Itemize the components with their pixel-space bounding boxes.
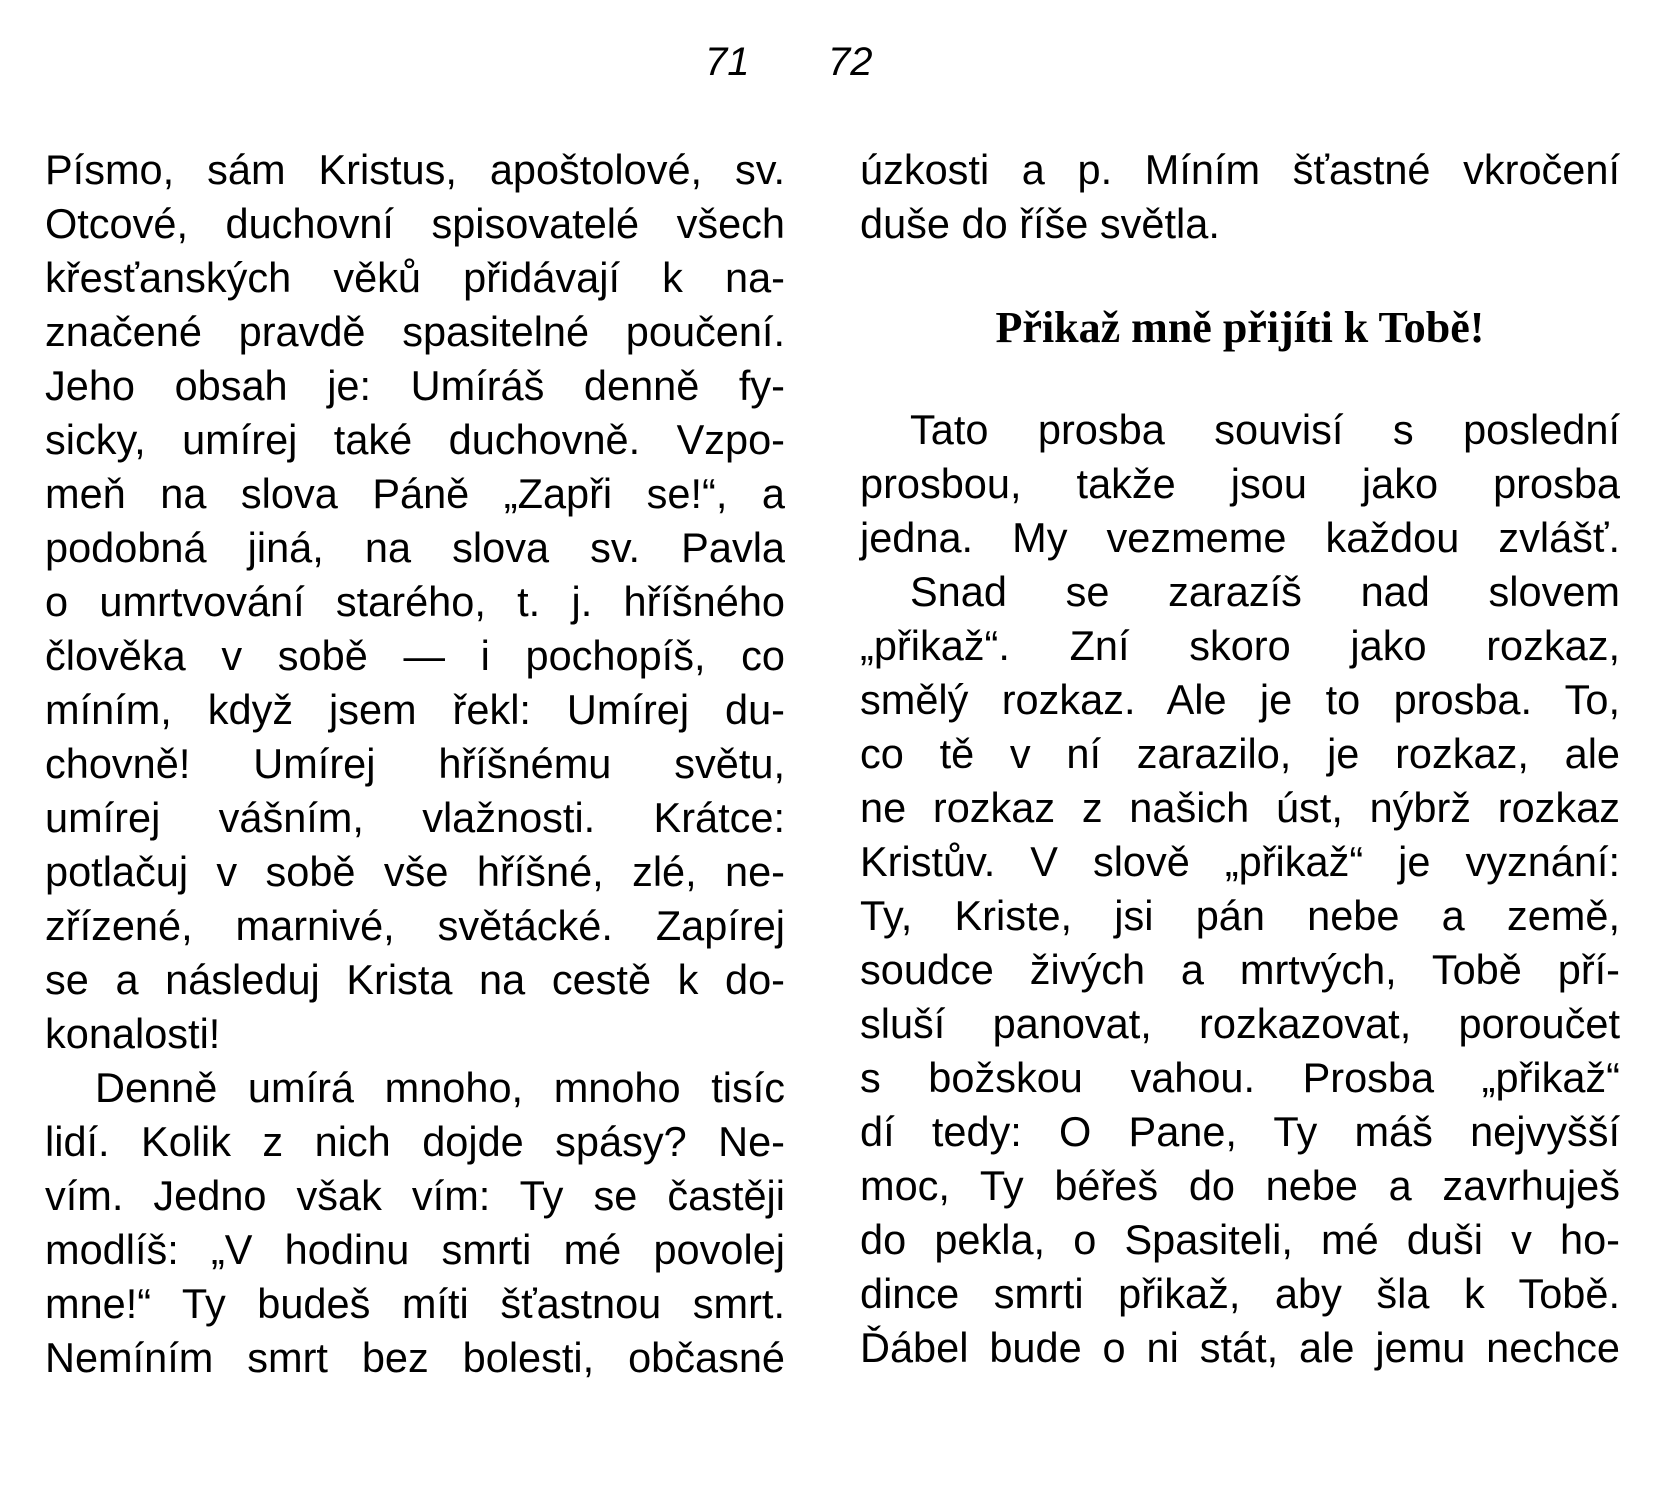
text-line: Denně umírá mnoho, mnoho tisíc [95, 1064, 785, 1111]
text-line: o umrtvování starého, t. j. hříšného [45, 578, 785, 625]
right-paragraph-2 [860, 565, 1620, 1375]
left-paragraph-2 [45, 1061, 785, 1385]
text-line: zřízené, marnivé, světácké. Zapírej [45, 902, 785, 949]
text-line: křesťanských věků přidávají k na- [45, 254, 785, 301]
right-paragraph-1 [860, 403, 1620, 565]
text-line: značené pravdě spasitelné poučení. [45, 308, 785, 355]
text-line: umírej vášním, vlažnosti. Krátce: [45, 794, 785, 841]
text-line: soudce živých a mrtvých, Tobě pří- [860, 946, 1620, 993]
text-line: Snad se zarazíš nad slovem [910, 568, 1620, 615]
right-column [860, 143, 1620, 1375]
text-line: sluší panovat, rozkazovat, poroučet [860, 1000, 1620, 1047]
text-line: dince smrti přikaž, aby šla k Tobě. [860, 1270, 1620, 1317]
text-line: vím. Jedno však vím: Ty se častěji [45, 1172, 785, 1219]
text-line: „přikaž“. Zní skoro jako rozkaz, [860, 622, 1620, 669]
section-heading: Přikaž mně přijíti k Tobě! [995, 303, 1485, 352]
text-line: Nemíním smrt bez bolesti, občasné [45, 1334, 785, 1381]
right-intro [860, 143, 1620, 251]
text-line: Jeho obsah je: Umíráš denně fy- [45, 362, 785, 409]
text-line: modlíš: „V hodinu smrti mé povolej [45, 1226, 785, 1273]
text-line: s božskou vahou. Prosba „přikaž“ [860, 1054, 1620, 1101]
text-line: člověka v sobě — i pochopíš, co [45, 632, 785, 679]
text-line: míním, když jsem řekl: Umírej du- [45, 686, 785, 733]
text-line: podobná jiná, na slova sv. Pavla [45, 524, 785, 571]
text-line: dí tedy: O Pane, Ty máš nejvyšší [860, 1108, 1620, 1155]
text-line: do pekla, o Spasiteli, mé duši v ho- [860, 1216, 1620, 1263]
text-line: Kristův. V slově „přikaž“ je vyznání: [860, 838, 1620, 885]
text-line: potlačuj v sobě vše hříšné, zlé, ne- [45, 848, 785, 895]
left-paragraph-1 [45, 143, 785, 1061]
text-line: prosbou, takže jsou jako prosba [860, 460, 1620, 507]
text-line: sicky, umírej také duchovně. Vzpo- [45, 416, 785, 463]
text-line: Ďábel bude o ni stát, ale jemu nechce [860, 1324, 1620, 1371]
text-line: Tato prosba souvisí s poslední [910, 406, 1620, 453]
text-line: Otcové, duchovní spisovatelé všech [45, 200, 785, 247]
page-number-right: 72 [828, 40, 873, 84]
text-line: co tě v ní zarazilo, je rozkaz, ale [860, 730, 1620, 777]
text-line: duše do říše světla. [860, 200, 1220, 247]
page-number-left: 71 [705, 40, 750, 84]
text-line: smělý rozkaz. Ale je to prosba. To, [860, 676, 1620, 723]
text-line: Ty, Kriste, jsi pán nebe a země, [860, 892, 1620, 939]
text-line: konalosti! [45, 1010, 221, 1057]
text-line: chovně! Umírej hříšnému světu, [45, 740, 785, 787]
text-line: Písmo, sám Kristus, apoštolové, sv. [45, 146, 785, 193]
left-column [45, 143, 785, 1385]
text-line: meň na slova Páně „Zapři se!“, a [45, 470, 785, 517]
text-line: lidí. Kolik z nich dojde spásy? Ne- [45, 1118, 785, 1165]
text-line: moc, Ty béřeš do nebe a zavrhuješ [860, 1162, 1620, 1209]
text-line: se a následuj Krista na cestě k do- [45, 956, 785, 1003]
text-line: úzkosti a p. Míním šťastné vkročení [860, 146, 1620, 193]
text-line: jedna. My vezmeme každou zvlášť. [860, 514, 1620, 561]
text-line: ne rozkaz z našich úst, nýbrž rozkaz [860, 784, 1620, 831]
text-line: mne!“ Ty budeš míti šťastnou smrt. [45, 1280, 785, 1327]
